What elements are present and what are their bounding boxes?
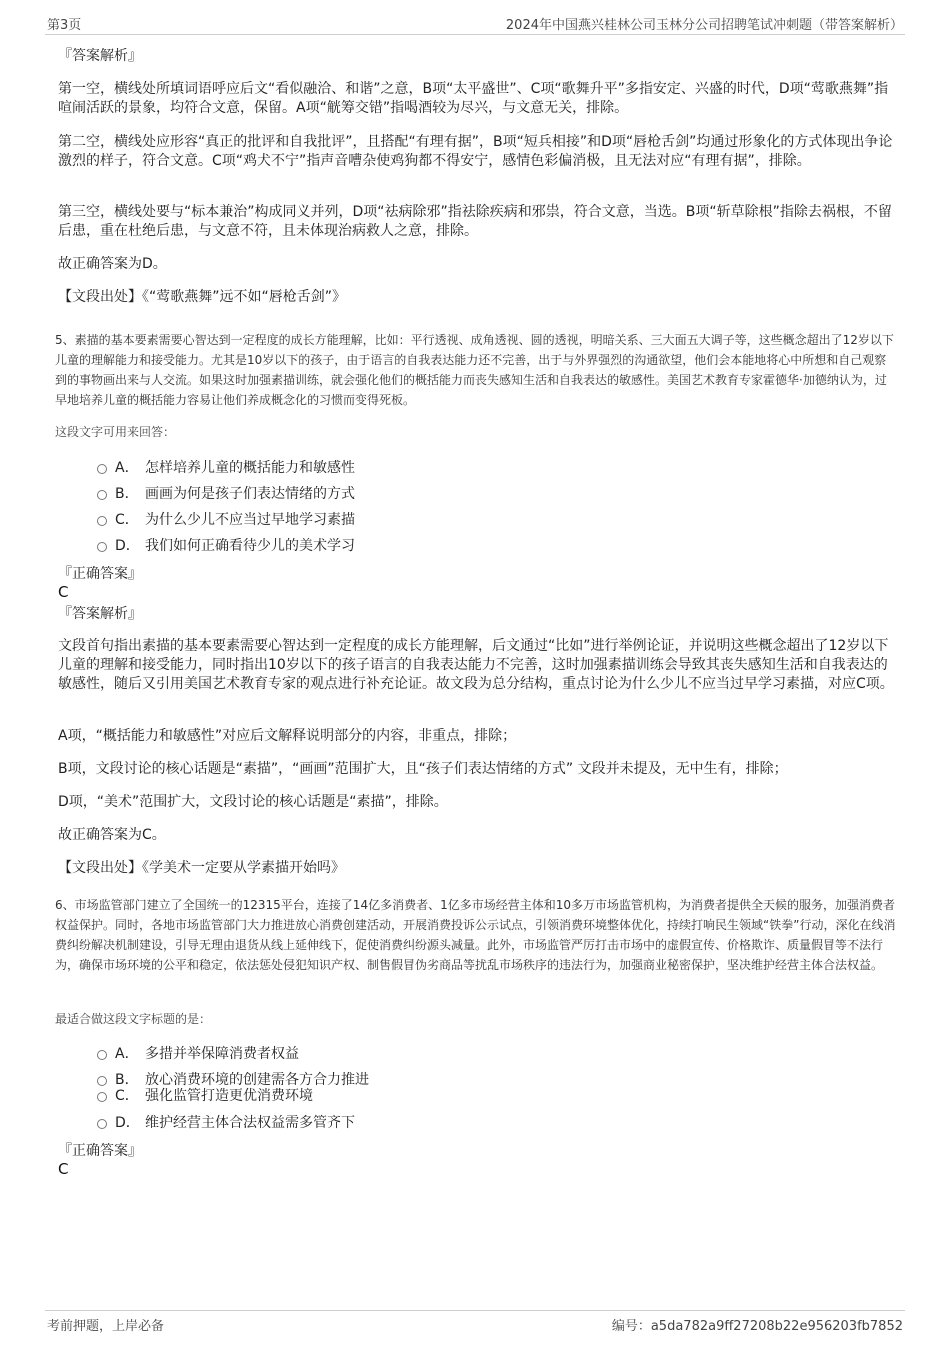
radio-icon[interactable] (97, 542, 107, 552)
document-title: 2024年中国燕兴桂林公司玉林分公司招聘笔试冲刺题（带答案解析） (505, 18, 903, 33)
correct-answer: C (58, 1160, 69, 1178)
radio-icon[interactable] (97, 464, 107, 474)
question-stem: 6、市场监管部门建立了全国统一的12315平台，连接了14亿多消费者、1亿多市场经营主体和10多万市场监管机构，为消费者提供全天候的服务，加强消费者权益保护。同时，各地市场监管部门大力推进放心消费创建活动，开展消费投诉公示试点，引领消费环境整体优化，持续打响民生领域“铁拳”行动，深化在线消费纠纷解决机制建设，引导无理由退货从线上延伸线下，促使消费纠纷源头减量。此外，市场监管严厉打击市场中的虚假宣传、价格欺诈、质量假冒等不法行为，确保市场环境的公平和稳定，依法惩处侵犯知识产权、制售假冒伪劣商品等扰乱市场秩序的违法行为，加强商业秘密保护，坚决维护经营主体合法权益。 (55, 898, 896, 972)
analysis-paragraph: 第一空，横线处所填词语呼应后文“看似融洽、和谐”之意，B项“太平盛世”、C项“歌舞升平”多指安定、兴盛的时代，D项“莺歌燕舞”指喧闹活跃的景象，均符合文意，保留。A项“觥筹交错”指喝酒较为尽兴，与文意无关，排除。 (58, 81, 889, 116)
page-number: 第3页 (47, 18, 82, 33)
correct-answer-label: 『正确答案』 (58, 566, 142, 582)
radio-icon[interactable] (97, 1119, 107, 1129)
answer-conclusion: 故正确答案为D。 (58, 256, 167, 272)
question-stem: 5、素描的基本要素需要心智达到一定程度的成长方能理解，比如：平行透视、成角透视、圆的透视，明暗关系、三大面五大调子等，这些概念超出了12岁以下儿童的理解能力和接受能力。尤其是10岁以下的孩子，由于语言的自我表达能力还不完善，出于与外界强烈的沟通欲望，他们会本能地将心中所想和自己观察到的事物画出来与人交流。如果这时加强素描训练，就会强化他们的概括能力而丧失感知生活和自我表达的敏感性。美国艺术教育专家霍德华·加德纳认为，过早地培养儿童的概括能力容易让他们养成概念化的习惯而变得死板。 (55, 333, 894, 407)
option-c[interactable]: C． 强化监管打造更优消费环境 (97, 1086, 797, 1106)
passage-source: 【文段出处】《“莺歌燕舞”远不如“唇枪舌剑”》 (58, 289, 347, 305)
answer-conclusion: 故正确答案为C。 (58, 827, 166, 843)
analysis-paragraph: D项，“美术”范围扩大，文段讨论的核心话题是“素描”，排除。 (58, 794, 448, 810)
radio-icon[interactable] (97, 490, 107, 500)
analysis-label: 『答案解析』 (58, 606, 142, 622)
option-c[interactable]: C． 为什么少儿不应当过早地学习素描 (97, 510, 797, 530)
page-header (45, 10, 905, 35)
option-b[interactable]: B． 画画为何是孩子们表达情绪的方式 (97, 484, 797, 504)
option-b[interactable]: B． 放心消费环境的创建需各方合力推进 (97, 1070, 797, 1090)
question-prompt: 最适合做这段文字标题的是： (55, 1012, 212, 1026)
page-footer (45, 1310, 905, 1335)
radio-icon[interactable] (97, 516, 107, 526)
analysis-paragraph: A项，“概括能力和敏感性”对应后文解释说明部分的内容，非重点，排除； (58, 728, 517, 744)
question-prompt: 这段文字可用来回答： (55, 425, 176, 439)
radio-icon[interactable] (97, 1076, 107, 1086)
footer-slogan: 考前押题，上岸必备 (47, 1319, 165, 1334)
correct-answer: C (58, 583, 69, 601)
option-a[interactable]: A． 多措并举保障消费者权益 (97, 1044, 797, 1064)
analysis-label: 『答案解析』 (58, 48, 142, 64)
correct-answer-label: 『正确答案』 (58, 1143, 142, 1159)
option-d[interactable]: D． 维护经营主体合法权益需多管齐下 (97, 1113, 797, 1133)
analysis-paragraph: 文段首句指出素描的基本要素需要心智达到一定程度的成长方能理解，后文通过“比如”进行举例论证，并说明这些概念超出了12岁以下儿童的理解和接受能力，同时指出10岁以下的孩子语言的自我表达能力不完善，这时加强素描训练会导致其丧失感知生活和自我表达的敏感性，随后又引用美国艺术教育专家的观点进行补充论证。故文段为总分结构，重点讨论为什么少儿不应当过早学习素描，对应C项。 (58, 638, 894, 692)
radio-icon[interactable] (97, 1092, 107, 1102)
document-id: 编号：a5da782a9ff27208b22e956203fb7852 (611, 1319, 903, 1334)
option-a[interactable]: A． 怎样培养儿童的概括能力和敏感性 (97, 458, 797, 478)
passage-source: 【文段出处】《学美术一定要从学素描开始吗》 (58, 860, 345, 876)
analysis-paragraph: B项，文段讨论的核心话题是“素描”，“画画”范围扩大，且“孩子们表达情绪的方式” 文段并未提及，无中生有，排除； (58, 761, 788, 777)
analysis-paragraph: 第三空，横线处要与“标本兼治”构成同义并列，D项“祛病除邪”指祛除疾病和邪祟，符合文意，当选。B项“斩草除根”指除去祸根，不留后患，重在杜绝后患，与文意不符，且未体现治病救人之意，排除。 (58, 204, 892, 239)
option-d[interactable]: D． 我们如何正确看待少儿的美术学习 (97, 536, 797, 556)
analysis-paragraph: 第二空，横线处应形容“真正的批评和自我批评”，且搭配“有理有据”，B项“短兵相接”和D项“唇枪舌剑”均通过形象化的方式体现出争论激烈的样子，符合文意。C项“鸡犬不宁”指声音嘈杂使鸡狗都不得安宁，感情色彩偏消极，且无法对应“有理有据”，排除。 (58, 134, 893, 169)
radio-icon[interactable] (97, 1050, 107, 1060)
